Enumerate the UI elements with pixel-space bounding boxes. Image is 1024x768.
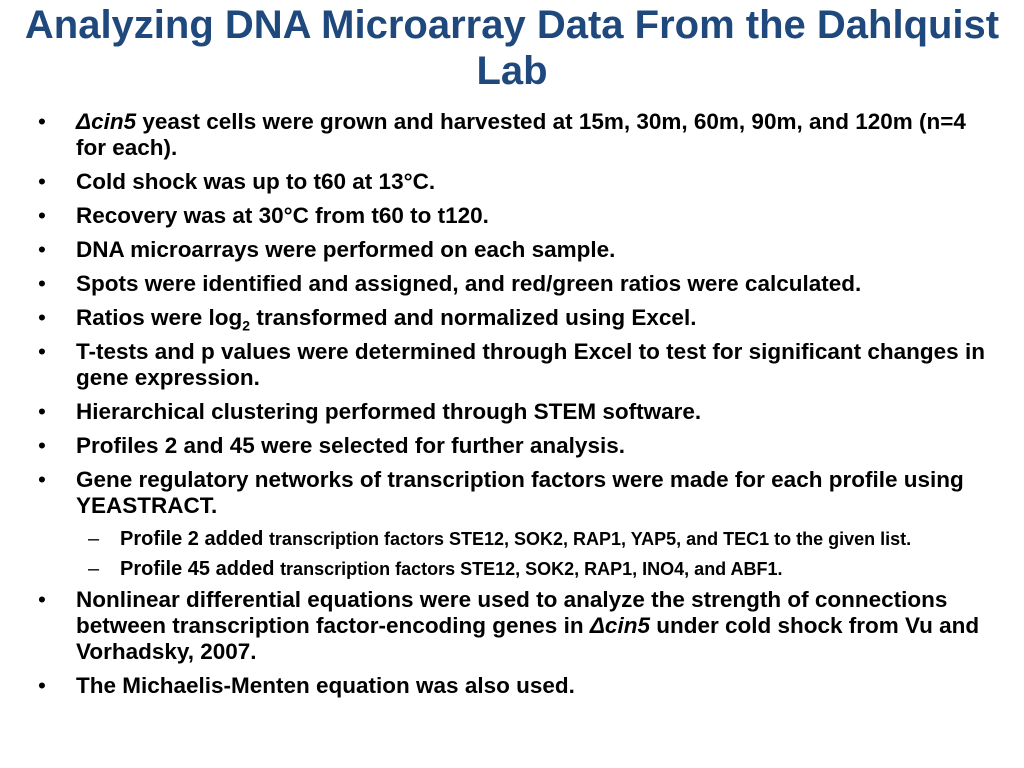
bullet-text: Gene regulatory networks of transcription factors were made for each profile using YEASTRACT. (76, 467, 964, 518)
bullet-icon: • (38, 467, 46, 492)
bullet-icon: • (38, 109, 46, 134)
sub-bullet-text: transcription factors STE12, SOK2, RAP1, YAP5, and TEC1 to the given list. (268, 529, 912, 549)
bullet-icon: • (38, 587, 46, 612)
sub-bullet-text: transcription factors STE12, SOK2, RAP1, INO4, and ABF1. (280, 559, 783, 579)
bullet-text: T-tests and p values were determined through Excel to test for significant changes in gene expression. (76, 339, 985, 390)
bullet-item (38, 399, 998, 425)
bullet-item (38, 203, 998, 229)
bullet-icon: • (38, 339, 46, 364)
bullet-text-pre: Ratios were log (76, 305, 243, 330)
bullet-item (38, 339, 998, 391)
bullet-text: The Michaelis-Menten equation was also used. (76, 673, 575, 698)
bullet-text: Spots were identified and assigned, and red/green ratios were calculated. (76, 271, 862, 296)
strain-name: Δcin5 (589, 613, 650, 638)
bullet-text: Cold shock was up to t60 at 13°C. (76, 169, 436, 194)
bullet-item (38, 587, 998, 665)
bullet-icon: • (38, 271, 46, 296)
bullet-icon: • (38, 433, 46, 458)
sub-bullet-item (38, 527, 998, 551)
subscript: 2 (242, 317, 251, 334)
bullet-icon: • (38, 169, 46, 194)
bullet-icon: • (38, 305, 46, 330)
bullet-text: Hierarchical clustering performed through STEM software. (76, 399, 702, 424)
bullet-text-post: under cold shock from Vu and Vorhadsky, 2007. (76, 613, 980, 664)
bullet-text-post: transformed and normalized using Excel. (250, 305, 697, 330)
sub-bullet-item (38, 557, 998, 581)
bullet-text: Recovery was at 30°C from t60 to t120. (76, 203, 489, 228)
strain-name: Δcin5 (76, 109, 137, 134)
bullet-item (38, 237, 998, 263)
bullet-item (38, 467, 998, 519)
bullet-item (38, 169, 998, 195)
bullet-item (38, 109, 998, 161)
bullet-item (38, 433, 998, 459)
bullet-text: DNA microarrays were performed on each sample. (76, 237, 616, 262)
bullet-item (38, 271, 998, 297)
bullet-item (38, 305, 998, 334)
bullet-icon: • (38, 203, 46, 228)
sub-bullet-lead: Profile 2 added (120, 528, 269, 550)
bullet-item (38, 673, 998, 699)
bullet-text-pre: Nonlinear differential equations were used to analyze the strength of connections between transcription factor-encoding genes in (76, 587, 948, 638)
bullet-icon: • (38, 399, 46, 424)
bullet-list (38, 109, 998, 707)
dash-icon: – (88, 558, 100, 580)
bullet-icon: • (38, 673, 46, 698)
slide-title: Analyzing DNA Microarray Data From the Dahlquist Lab (24, 3, 1000, 93)
bullet-icon: • (38, 237, 46, 262)
sub-bullet-lead: Profile 45 added (120, 558, 281, 580)
dash-icon: – (88, 528, 100, 550)
bullet-text: Profiles 2 and 45 were selected for further analysis. (76, 433, 625, 458)
bullet-text: yeast cells were grown and harvested at 15m, 30m, 60m, 90m, and 120m (n=4 for each). (76, 109, 966, 160)
